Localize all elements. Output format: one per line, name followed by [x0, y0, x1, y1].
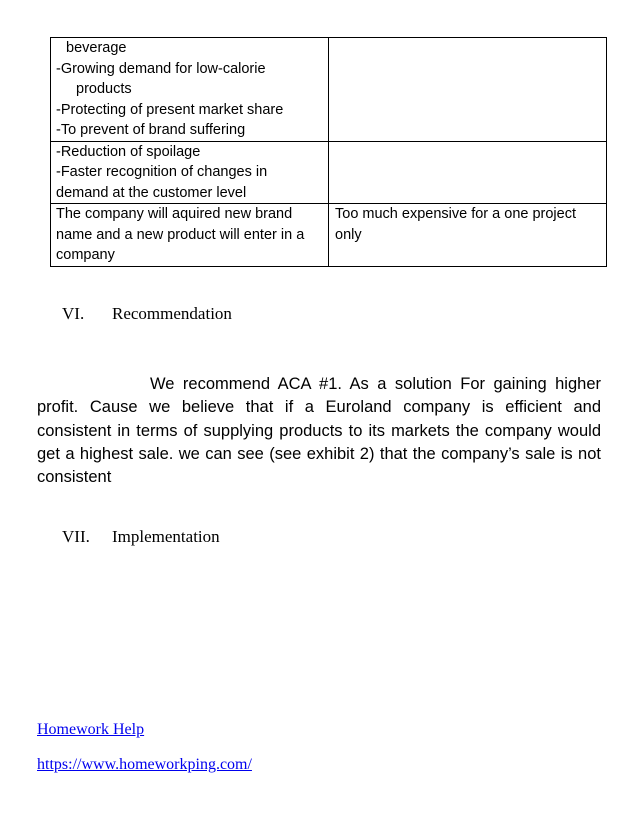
section-heading-implementation	[62, 527, 220, 547]
section-number: VI.	[62, 304, 85, 323]
table-cell	[51, 141, 329, 204]
comparison-table	[50, 37, 607, 267]
homeworkping-url-link[interactable]: https://www.homeworkping.com/	[37, 756, 252, 773]
cell-line: The company will aquired new brand	[56, 206, 293, 222]
cell-line: company	[56, 247, 115, 263]
cell-line: -Reduction of spoilage	[56, 143, 201, 160]
recommendation-paragraph	[37, 373, 601, 489]
cell-line: only	[335, 226, 362, 243]
table-cell	[51, 38, 329, 142]
table-row	[51, 204, 607, 267]
cell-line: Too much expensive for a one project	[335, 206, 576, 222]
cell-line: name and a new product will enter in a	[56, 226, 305, 243]
cell-line: -Protecting of present market share	[56, 101, 284, 118]
cell-line: beverage	[66, 40, 127, 56]
homework-help-link[interactable]: Homework Help	[37, 721, 145, 738]
table-cell	[329, 38, 607, 142]
table-row	[51, 38, 607, 142]
cell-line: -Growing demand for low-calorie	[56, 60, 266, 77]
section-title: Recommendation	[112, 304, 232, 323]
cell-line: -Faster recognition of changes in	[56, 164, 268, 180]
cell-line: products	[76, 81, 132, 97]
table-cell	[51, 204, 329, 267]
section-title: Implementation	[112, 527, 220, 546]
paragraph-text: We recommend ACA #1. As a solution For gaining higher profit. Cause we believe that if a Euroland company is efficient and consistent in terms of supplying products to its markets the company would get a highest sale. we can see (see exhibit 2) that the company’s sale is not consistent	[37, 375, 601, 487]
table-cell	[329, 204, 607, 267]
table-row	[51, 141, 607, 204]
section-heading-recommendation	[62, 304, 232, 324]
section-number: VII.	[62, 527, 90, 546]
cell-line: demand at the customer level	[56, 184, 247, 201]
table-cell	[329, 141, 607, 204]
cell-line: -To prevent of brand suffering	[56, 122, 246, 138]
